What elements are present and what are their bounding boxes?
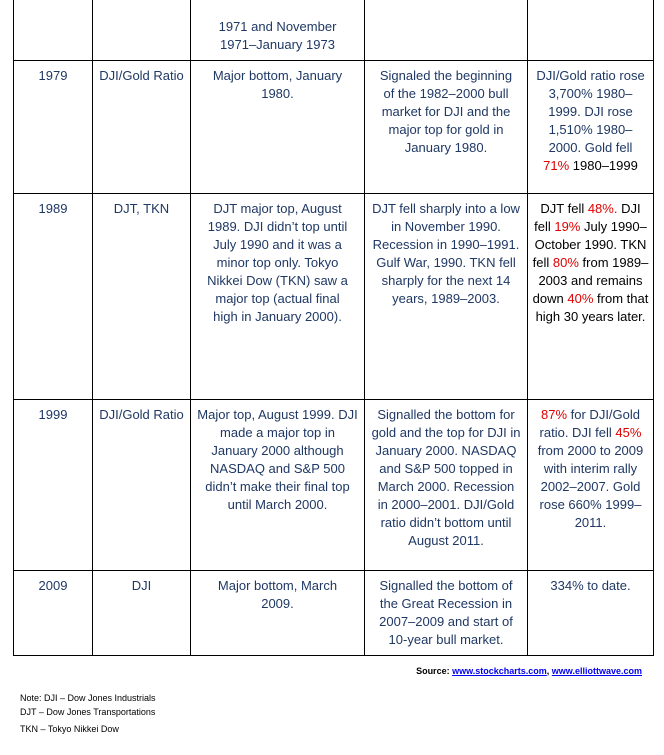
cell-result <box>528 194 654 400</box>
source-separator: , <box>546 666 552 676</box>
cell-result <box>528 61 654 194</box>
market-tops-table <box>13 0 654 656</box>
event-line: 1971 and November <box>218 19 337 34</box>
result-part: 1980–1999 <box>569 158 638 173</box>
table-row-1979 <box>14 61 654 194</box>
result-part: for DJI/Gold ratio. DJI fell <box>539 407 640 440</box>
table-row-continued <box>14 0 654 61</box>
note-djt: DJT – Dow Jones Transportations <box>20 707 156 717</box>
result-highlight: 45% <box>615 425 642 440</box>
result-highlight: 40% <box>567 291 594 306</box>
cell-outcome: Signaled the beginning of the 1982–2000 bull market for DJI and the major top for gold in January 1980. <box>365 61 528 194</box>
cell-result <box>528 400 654 571</box>
cell-index: DJI/Gold Ratio <box>93 400 191 571</box>
cell-year: 1999 <box>14 400 93 571</box>
result-part: DJI fell <box>534 201 641 234</box>
result-highlight: 19% <box>554 219 581 234</box>
source-link-stockcharts[interactable]: www.stockcharts.com <box>452 666 547 676</box>
table-row-1999 <box>14 400 654 571</box>
result-highlight: 80% <box>552 255 579 270</box>
abbreviation-notes <box>20 691 156 736</box>
cell-year: 1979 <box>14 61 93 194</box>
result-highlight: 48%. <box>587 201 618 216</box>
cell-event: Major bottom, January 1980. <box>191 61 365 194</box>
table-row-1989 <box>14 194 654 400</box>
result-part: from 1989–2003 and remains down <box>532 255 649 306</box>
cell-index: DJT, TKN <box>93 194 191 400</box>
source-citation <box>416 666 642 676</box>
result-highlight: 71% <box>543 158 570 173</box>
event-line: 1971–January 1973 <box>220 37 335 52</box>
result-part: 334% to date. <box>550 578 631 593</box>
cell-year <box>14 0 93 61</box>
cell-event: DJT major top, August 1989. DJI didn’t top until July 1990 and it was a minor top only. Tokyo Nikkei Dow (TKN) saw a major top (actual final high in January 2000). <box>191 194 365 400</box>
result-part: from that high 30 years later. <box>535 291 649 324</box>
cell-outcome: Signalled the bottom of the Great Recession in 2007–2009 and start of 10-year bull market. <box>365 571 528 656</box>
cell-event: Major top, August 1999. DJI made a major top in January 2000 although NASDAQ and S&P 500 didn’t make their final top until March 2000. <box>191 400 365 571</box>
cell-outcome: Signalled the bottom for gold and the top for DJI in January 2000. NASDAQ and S&P 500 topped in March 2000. Recession in 2000–2001. DJI/Gold ratio didn’t bottom until August 2011. <box>365 400 528 571</box>
cell-outcome: DJT fell sharply into a low in November 1990. Recession in 1990–1991. Gulf War, 1990. TKN fell sharply for the next 14 years, 1989–2003. <box>365 194 528 400</box>
cell-index <box>93 0 191 61</box>
cell-year: 1989 <box>14 194 93 400</box>
cell-year: 2009 <box>14 571 93 656</box>
cell-result <box>528 571 654 656</box>
result-part: DJT fell <box>540 201 588 216</box>
cell-event: Major bottom, March 2009. <box>191 571 365 656</box>
source-label: Source: <box>416 666 453 676</box>
source-link-elliottwave[interactable]: www.elliottwave.com <box>551 666 642 676</box>
note-dji: Note: DJI – Dow Jones Industrials <box>20 693 156 703</box>
cell-result <box>528 0 654 61</box>
table-row-2009 <box>14 571 654 656</box>
cell-outcome <box>365 0 528 61</box>
cell-index: DJI <box>93 571 191 656</box>
result-highlight: 87% <box>541 407 568 422</box>
result-part: July 1990–October 1990. TKN fell <box>532 219 647 270</box>
cell-event <box>191 0 365 61</box>
result-part: DJI/Gold ratio rose 3,700% 1980–1999. DJI rose 1,510% 1980–2000. Gold fell <box>536 68 645 155</box>
cell-index: DJI/Gold Ratio <box>93 61 191 194</box>
note-tkn: TKN – Tokyo Nikkei Dow <box>20 724 119 734</box>
result-part: from 2000 to 2009 with interim rally 2002–2007. Gold rose 660% 1999–2011. <box>537 443 644 530</box>
